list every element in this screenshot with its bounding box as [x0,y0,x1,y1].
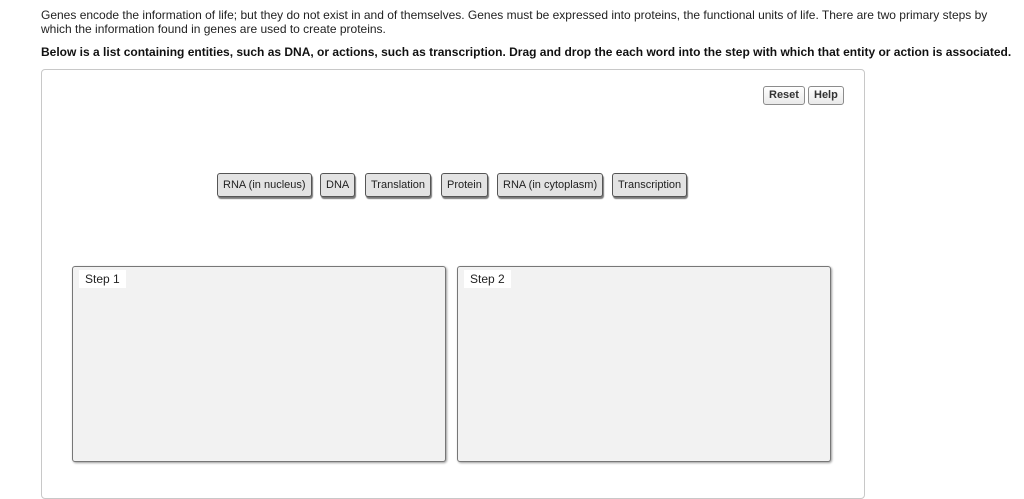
token-dna[interactable]: DNA [320,173,355,197]
token-rna-cytoplasm[interactable]: RNA (in cytoplasm) [497,173,603,197]
drop-zone-label: Step 1 [79,270,126,288]
help-button[interactable]: Help [808,86,844,105]
drop-zone-label: Step 2 [464,270,511,288]
instruction-text: Below is a list containing entities, such as DNA, or actions, such as transcription. Drag and drop the each word into the step with which that entity or action is associated. [41,45,1012,59]
reset-button[interactable]: Reset [763,86,805,105]
word-bank [0,173,1024,199]
token-rna-nucleus[interactable]: RNA (in nucleus) [217,173,312,197]
token-protein[interactable]: Protein [441,173,488,197]
token-transcription[interactable]: Transcription [612,173,687,197]
drop-zone-step-1[interactable] [72,266,446,462]
intro-paragraph: Genes encode the information of life; but they do not exist in and of themselves. Genes must be expressed into proteins, the functional units of life. There are two primary steps by which the information found in genes are used to create proteins. [41,8,988,36]
token-translation[interactable]: Translation [365,173,431,197]
drop-zone-step-2[interactable] [457,266,831,462]
